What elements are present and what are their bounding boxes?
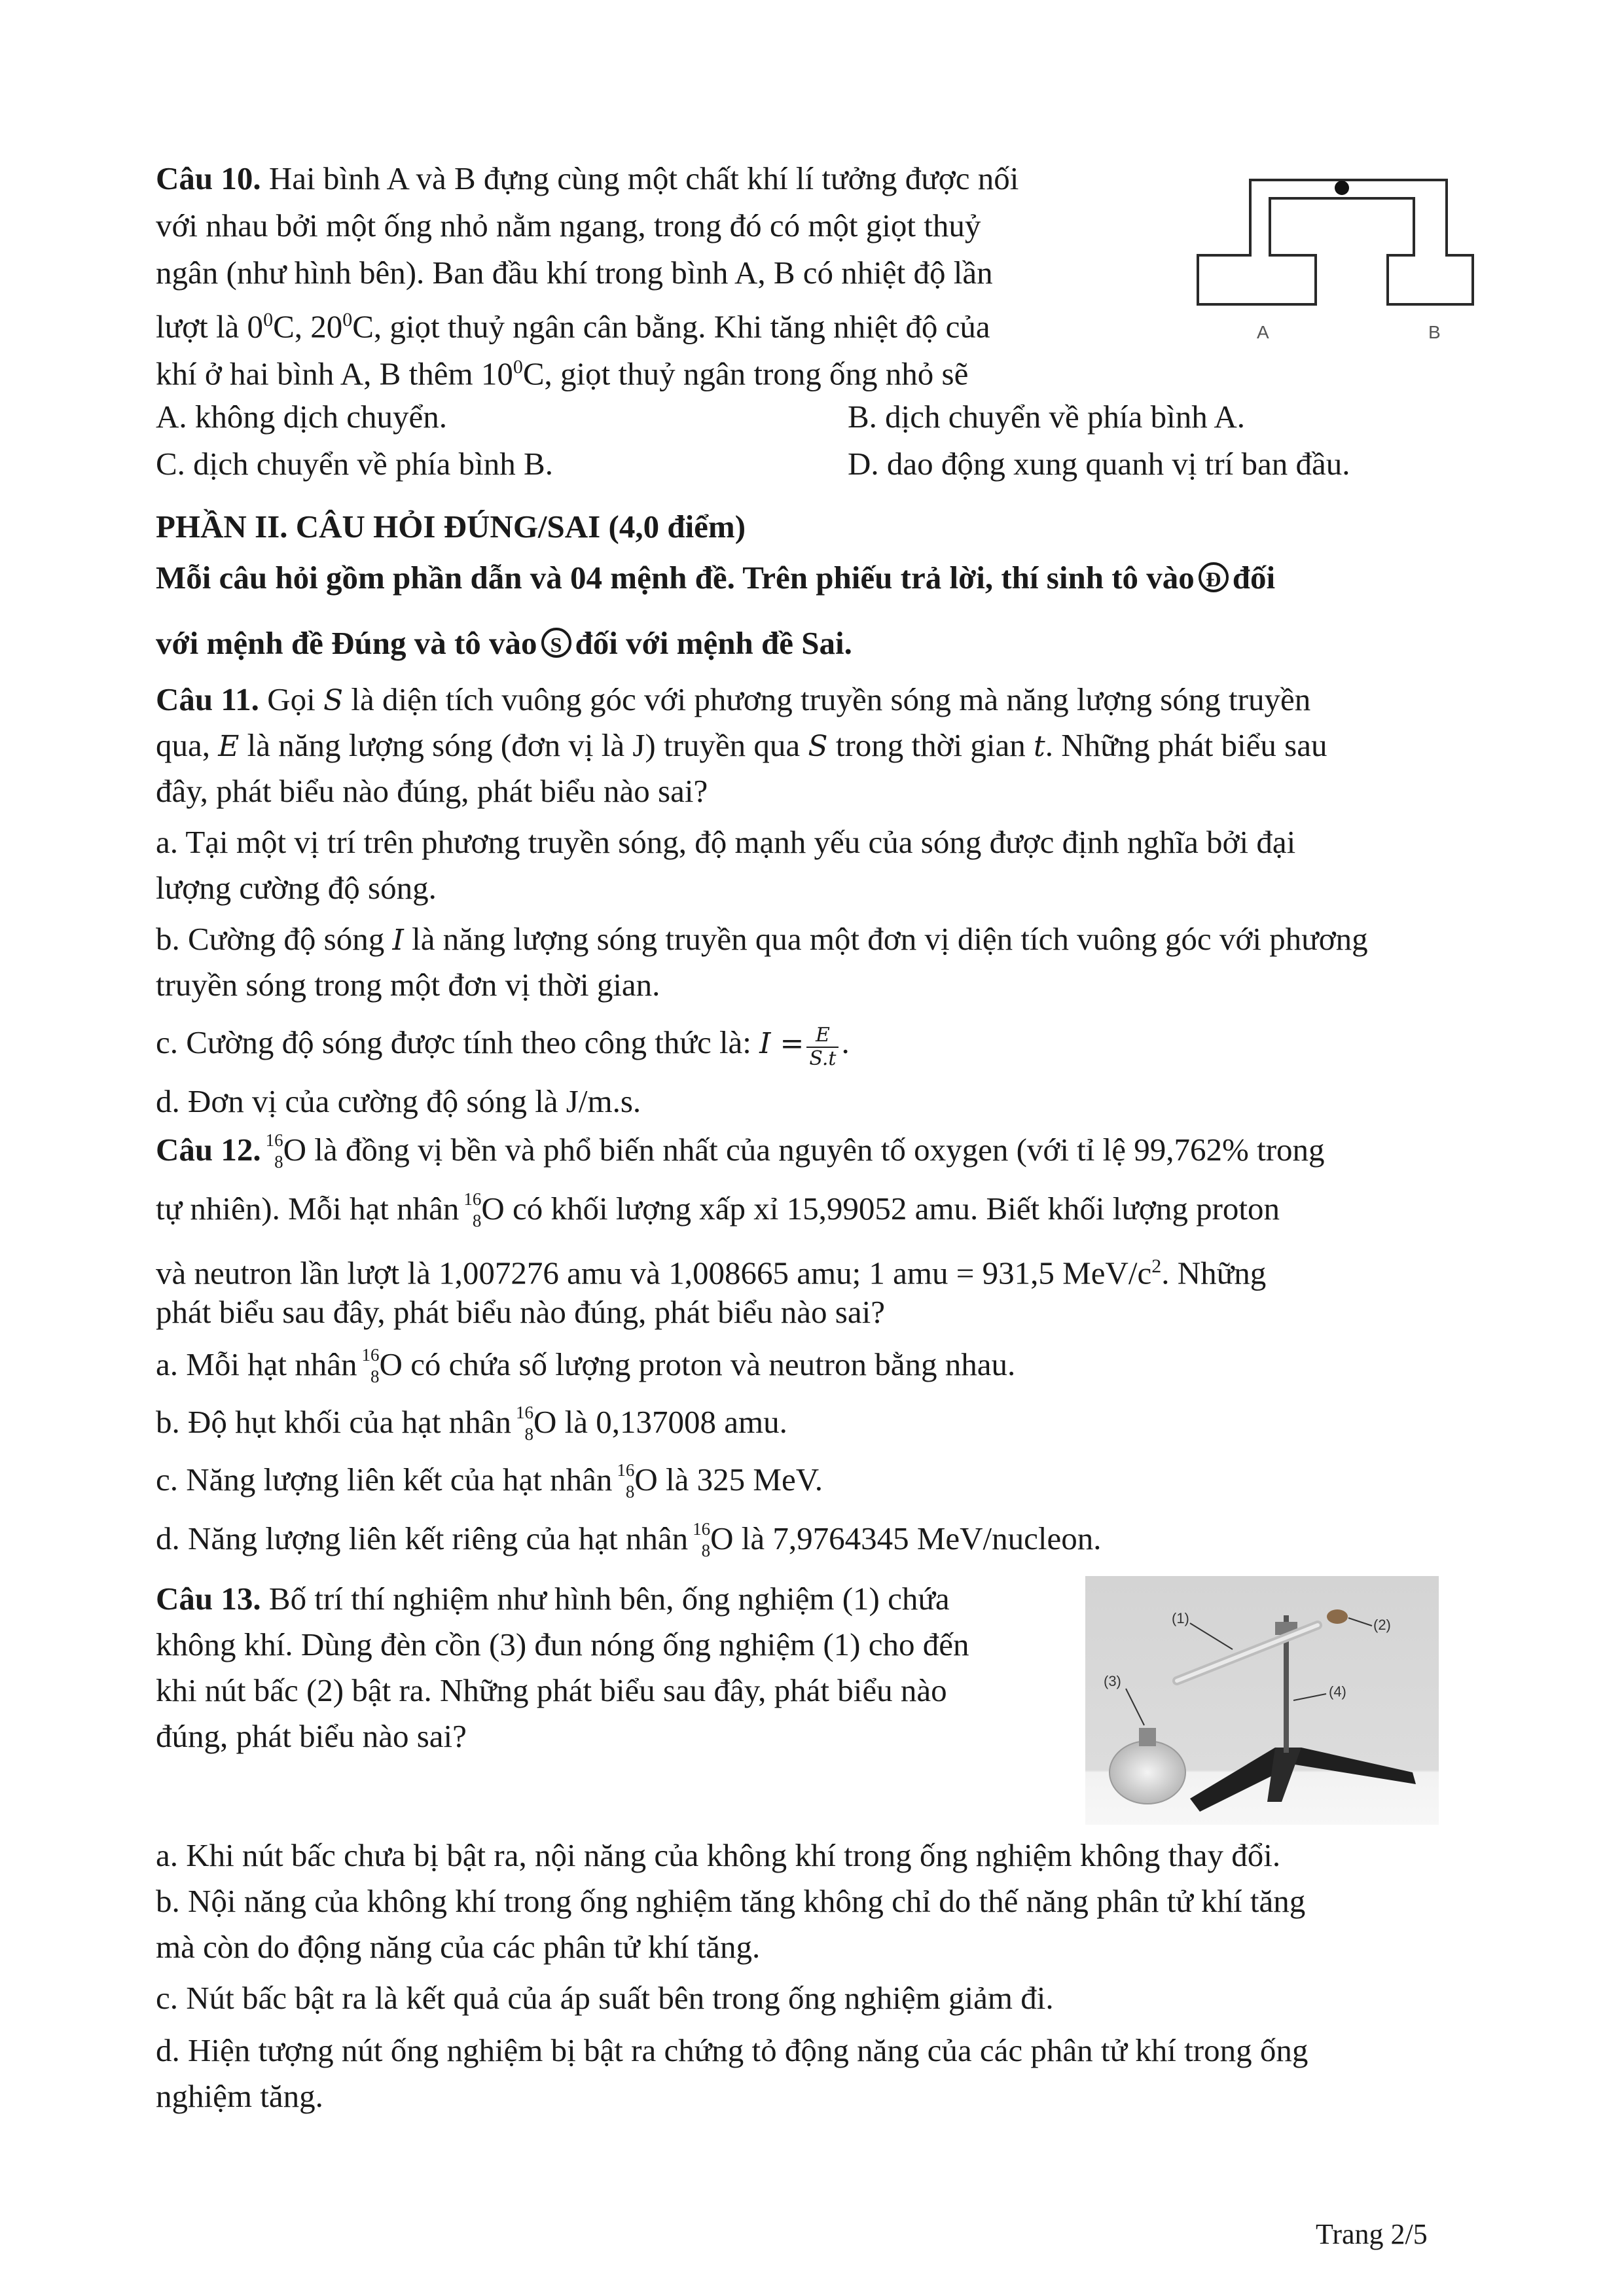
q10-text-4c: C, giọt thuỷ ngân cân bằng. Khi tăng nhiệt độ của (352, 308, 990, 345)
q11-line-3: đây, phát biểu nào đúng, phát biểu nào sai? (156, 773, 708, 809)
q10-option-a: A. không dịch chuyển. (156, 399, 447, 435)
q13-stmt-a: a. Khi nút bấc chưa bị bật ra, nội năng của không khí trong ống nghiệm không thay đổi. (156, 1837, 1281, 1873)
degree-sup: 0 (513, 356, 523, 378)
experiment-photo (1085, 1576, 1439, 1825)
alcohol-lamp (1110, 1741, 1185, 1804)
q10-line-2: với nhau bởi một ống nhỏ nằm ngang, trong đó có một giọt thuỷ (156, 207, 981, 243)
element-symbol: O (283, 1132, 307, 1168)
q10-text-1: Hai bình A và B đựng cùng một chất khí lí tưởng được nối (268, 160, 1019, 196)
q11-text: b. Cường độ sóng (156, 921, 385, 957)
atomic-number: 8 (472, 1211, 482, 1230)
q11-stmt-b-2: truyền sóng trong một đơn vị thời gian. (156, 967, 660, 1003)
q13-text: Bố trí thí nghiệm như hình bên, ống nghiệm (1) chứa (268, 1581, 950, 1617)
var-t: t (1034, 730, 1045, 763)
q11-text: Gọi (267, 681, 316, 717)
nuclide-o16 (617, 1460, 635, 1501)
element-symbol: O (481, 1191, 505, 1227)
mass-number: 16 (265, 1130, 283, 1150)
q13-stmt-b-1: b. Nội năng của không khí trong ống nghiệm tăng không chỉ do thế năng phân tử khí tăng (156, 1883, 1306, 1919)
q12-text: là đồng vị bền và phổ biến nhất của nguyên tố oxygen (với tỉ lệ 99,762% trong (314, 1132, 1325, 1168)
q12-line-4: phát biểu sau đây, phát biểu nào đúng, phát biểu nào sai? (156, 1294, 885, 1330)
q12-text: c. Năng lượng liên kết của hạt nhân (156, 1462, 613, 1498)
fraction-denominator: S.t (809, 1047, 837, 1070)
nuclide-o16 (463, 1189, 482, 1230)
q10-text-4b: C, 20 (273, 308, 343, 345)
q12-line-2 (156, 1187, 1280, 1230)
q11-stmt-a-2: lượng cường độ sóng. (156, 870, 437, 906)
atomic-number: 8 (274, 1152, 283, 1172)
q10-line-1 (156, 157, 1019, 200)
var-s: S (808, 730, 828, 763)
circle-d-icon: Đ (1199, 562, 1229, 592)
q10-option-b: B. dịch chuyển về phía bình A. (848, 399, 1245, 435)
vessel-b-label: B (1428, 322, 1441, 342)
q11-stmt-d: d. Đơn vị của cường độ sóng là J/m.s. (156, 1083, 641, 1119)
q11-text: là năng lượng sóng truyền qua một đơn vị diện tích vuông góc với phương (412, 921, 1368, 957)
mass-number: 16 (463, 1189, 482, 1209)
instr-text-2b: đối với mệnh đề Sai. (575, 625, 852, 661)
label-4: (4) (1329, 1683, 1346, 1700)
q12-line-3 (156, 1245, 1266, 1295)
q13-stmt-b-2: mà còn do động năng của các phân tử khí tăng. (156, 1929, 761, 1965)
page-number: Trang 2/5 (1316, 2218, 1428, 2250)
degree-sup: 0 (263, 309, 274, 331)
q11-line-1 (156, 678, 1310, 723)
q12-text: có khối lượng xấp xỉ 15,99052 amu. Biết khối lượng proton (513, 1191, 1280, 1227)
q12-stmt-b (156, 1401, 787, 1444)
q11-stmt-c (156, 1021, 850, 1070)
q11-text: . (841, 1024, 850, 1060)
q11-text: qua, (156, 727, 210, 763)
q12-label: Câu 12. (156, 1132, 261, 1168)
q13-stmt-c: c. Nút bấc bật ra là kết quả của áp suất bên trong ống nghiệm giảm đi. (156, 1980, 1054, 2016)
q12-text: . Những (1161, 1255, 1267, 1291)
q13-stmt-d-2: nghiệm tăng. (156, 2078, 323, 2114)
degree-sup: 0 (342, 309, 353, 331)
var-i: I (392, 924, 404, 957)
q12-text: tự nhiên). Mỗi hạt nhân (156, 1191, 460, 1227)
label-1: (1) (1172, 1610, 1189, 1626)
q13-label: Câu 13. (156, 1581, 261, 1617)
q11-stmt-b-1 (156, 918, 1368, 962)
var-e: E (218, 730, 240, 763)
nuclide-o16 (265, 1130, 283, 1172)
formula-fraction (806, 1024, 839, 1070)
nuclide-o16 (361, 1345, 380, 1386)
atomic-number: 8 (370, 1367, 380, 1386)
atomic-number: 8 (524, 1424, 533, 1444)
q11-text: trong thời gian (835, 727, 1026, 763)
q12-text: là 0,137008 amu. (564, 1404, 787, 1440)
formula-lhs: I = (759, 1027, 804, 1060)
atomic-number: 8 (701, 1541, 711, 1560)
q10-text-4a: lượt là 0 (156, 308, 264, 345)
instr-text-2a: với mệnh đề Đúng và tô vào (156, 625, 537, 661)
q13-stmt-d-1: d. Hiện tượng nút ống nghiệm bị bật ra chứng tỏ động năng của các phân tử khí trong ống (156, 2032, 1308, 2068)
q12-stmt-d (156, 1517, 1102, 1560)
instr-text-1b: đối (1232, 560, 1276, 596)
q12-text: là 325 MeV. (666, 1462, 823, 1498)
lamp-cap (1139, 1728, 1156, 1746)
q12-stmt-c (156, 1458, 823, 1501)
circle-s-icon: S (541, 628, 571, 658)
q13-line-4: đúng, phát biểu nào sai? (156, 1718, 467, 1754)
q12-text: có chứa số lượng proton và neutron bằng nhau. (410, 1346, 1016, 1382)
q11-text: là diện tích vuông góc với phương truyền sóng mà năng lượng sóng truyền (351, 681, 1311, 717)
vessel-a-label: A (1257, 322, 1269, 342)
q12-stmt-a (156, 1343, 1015, 1386)
nuclide-o16 (693, 1519, 711, 1560)
element-symbol: O (710, 1520, 734, 1556)
q12-text: a. Mỗi hạt nhân (156, 1346, 357, 1382)
vessel-outline (1198, 180, 1473, 304)
atomic-number: 8 (625, 1482, 635, 1501)
q11-text: c. Cường độ sóng được tính theo công thức là: (156, 1024, 751, 1060)
q11-stmt-a-1: a. Tại một vị trí trên phương truyền sóng, độ mạnh yếu của sóng được định nghĩa bởi đại (156, 824, 1296, 860)
q12-text: d. Năng lượng liên kết riêng của hạt nhân (156, 1520, 689, 1556)
cork-stopper (1327, 1609, 1348, 1624)
element-symbol: O (533, 1404, 557, 1440)
q13-line-3: khi nút bấc (2) bật ra. Những phát biểu sau đây, phát biểu nào (156, 1672, 947, 1708)
q10-line-3: ngân (như hình bên). Ban đầu khí trong bình A, B có nhiệt độ lần (156, 255, 993, 291)
q10-option-c: C. dịch chuyển về phía bình B. (156, 446, 553, 482)
q12-text: b. Độ hụt khối của hạt nhân (156, 1404, 511, 1440)
q11-label: Câu 11. (156, 681, 259, 717)
fraction-numerator: E (806, 1024, 839, 1048)
mass-number: 16 (515, 1403, 533, 1422)
label-2: (2) (1373, 1617, 1391, 1633)
element-symbol: O (379, 1346, 403, 1382)
q10-line-5 (156, 346, 968, 395)
q11-text: . Những phát biểu sau (1045, 727, 1327, 763)
q11-line-2 (156, 724, 1327, 768)
mass-number: 16 (617, 1460, 635, 1480)
q13-line-2: không khí. Dùng đèn cồn (3) đun nóng ống nghiệm (1) cho đến (156, 1626, 969, 1662)
q12-text: và neutron lần lượt là 1,007276 amu và 1,008665 amu; 1 amu = 931,5 MeV/c (156, 1255, 1152, 1291)
q10-text-5b: C, giọt thuỷ ngân trong ống nhỏ sẽ (522, 355, 969, 392)
q11-text: là năng lượng sóng (đơn vị là J) truyền qua (247, 727, 801, 763)
part2-instruction-1 (156, 556, 1275, 600)
superscript: 2 (1151, 1255, 1162, 1277)
label-3: (3) (1104, 1673, 1121, 1689)
part2-title: PHẦN II. CÂU HỎI ĐÚNG/SAI (4,0 điểm) (156, 509, 746, 545)
element-symbol: O (634, 1462, 658, 1498)
mass-number: 16 (693, 1519, 711, 1539)
two-vessels-diagram (1191, 167, 1479, 350)
part2-instruction-2 (156, 622, 852, 665)
instr-text-1a: Mỗi câu hỏi gồm phần dẫn và 04 mệnh đề. Trên phiếu trả lời, thí sinh tô vào (156, 560, 1195, 596)
mercury-drop (1335, 181, 1349, 195)
q13-line-1 (156, 1577, 950, 1621)
q10-label: Câu 10. (156, 160, 261, 196)
q10-text-5a: khí ở hai bình A, B thêm 10 (156, 355, 513, 392)
var-s: S (323, 684, 344, 717)
mass-number: 16 (361, 1345, 380, 1365)
nuclide-o16 (515, 1403, 533, 1444)
q12-line-1 (156, 1128, 1325, 1172)
q10-option-d: D. dao động xung quanh vị trí ban đầu. (848, 446, 1350, 482)
q10-line-4 (156, 298, 990, 348)
q12-text: là 7,9764345 MeV/nucleon. (741, 1520, 1102, 1556)
